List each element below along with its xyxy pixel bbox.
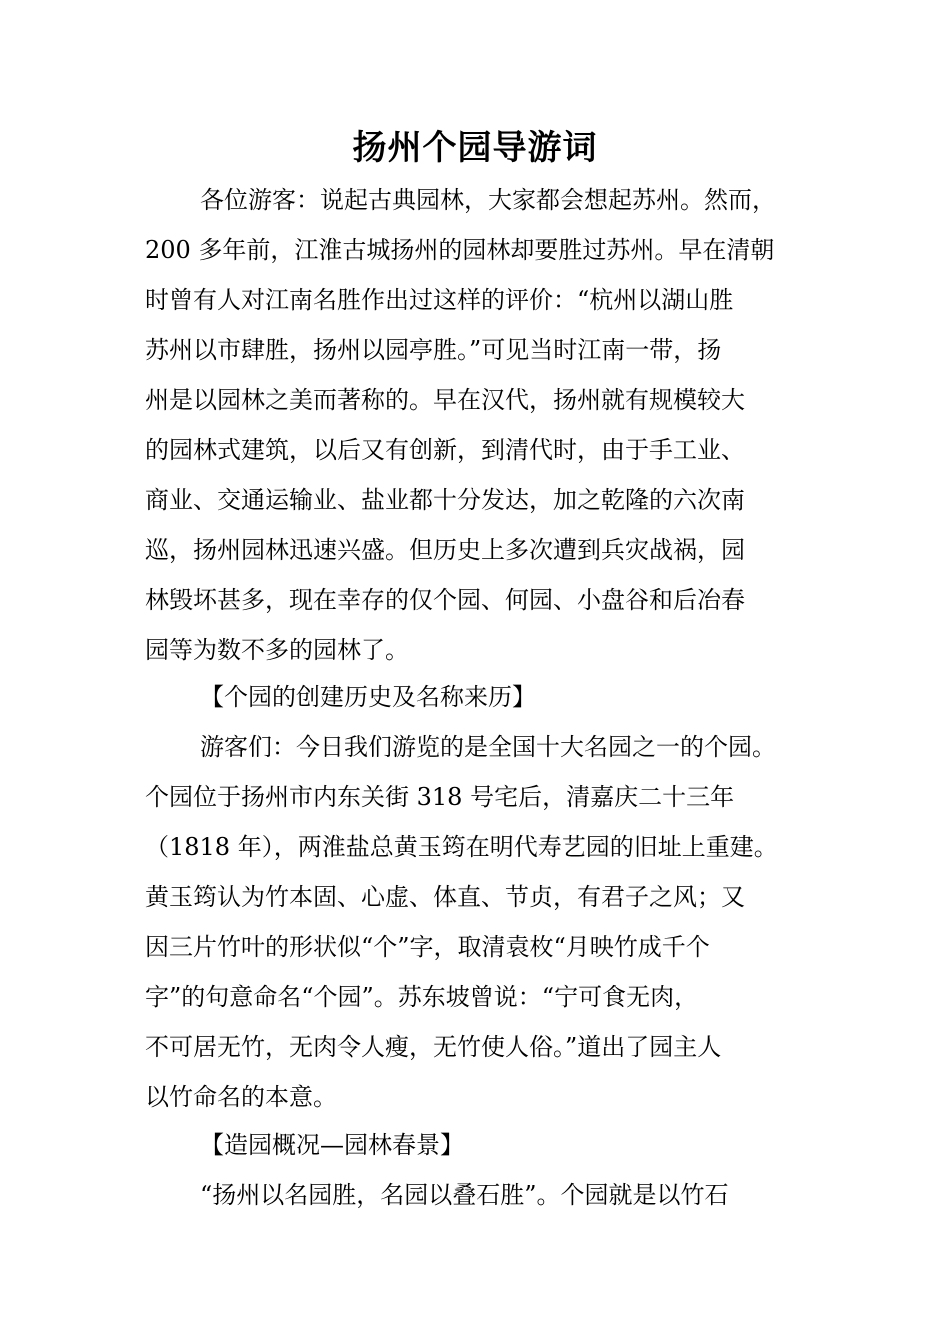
paragraph-line-7: 商业、交通运输业、盐业都十分发达，加之乾隆的六次南 (145, 486, 745, 514)
paragraph-line-19: 以竹命名的本意。 (145, 1083, 337, 1111)
paragraph-line-12: 游客们：今日我们游览的是全国十大名园之一的个园。 (200, 733, 776, 761)
paragraph-line-5: 州是以园林之美而著称的。早在汉代，扬州就有规模较大 (145, 386, 745, 414)
section-heading-overview: 【造园概况—园林春景】 (200, 1131, 464, 1159)
section-heading-history: 【个园的创建历史及名称来历】 (200, 683, 536, 711)
paragraph-line-8: 巡，扬州园林迅速兴盛。但历史上多次遭到兵灾战祸，园 (145, 536, 745, 564)
paragraph-line-14: （1818 年），两淮盐总黄玉筠在明代寿艺园的旧址上重建。 (145, 833, 778, 861)
document-title: 扬州个园导游词 (352, 128, 598, 168)
paragraph-line-15: 黄玉筠认为竹本固、心虚、体直、节贞，有君子之风；又 (145, 883, 745, 911)
paragraph-line-13: 个园位于扬州市内东关街 318 号宅后，清嘉庆二十三年 (145, 783, 735, 811)
paragraph-line-3: 时曾有人对江南名胜作出过这样的评价：“杭州以湖山胜 (145, 286, 734, 314)
paragraph-line-6: 的园林式建筑，以后又有创新，到清代时，由于手工业、 (145, 436, 745, 464)
paragraph-line-9: 林毁坏甚多，现在幸存的仅个园、何园、小盘谷和后冶春 (145, 586, 745, 614)
paragraph-line-16: 因三片竹叶的形状似“个”字，取清袁枚“月映竹成千个 (145, 933, 710, 961)
paragraph-line-2: 200 多年前，江淮古城扬州的园林却要胜过苏州。早在清朝 (145, 236, 775, 264)
paragraph-line-17: 字”的句意命名“个园”。苏东坡曾说：“宁可食无肉， (145, 983, 699, 1011)
paragraph-line-4: 苏州以市肆胜，扬州以园亭胜。”可见当时江南一带，扬 (145, 336, 722, 364)
paragraph-line-18: 不可居无竹，无肉令人瘦，无竹使人俗。”道出了园主人 (145, 1033, 722, 1061)
paragraph-line-10: 园等为数不多的园林了。 (145, 636, 409, 664)
paragraph-line-1: 各位游客：说起古典园林，大家都会想起苏州。然而， (200, 186, 776, 214)
paragraph-line-21: “扬州以名园胜，名园以叠石胜”。个园就是以竹石 (200, 1181, 729, 1209)
